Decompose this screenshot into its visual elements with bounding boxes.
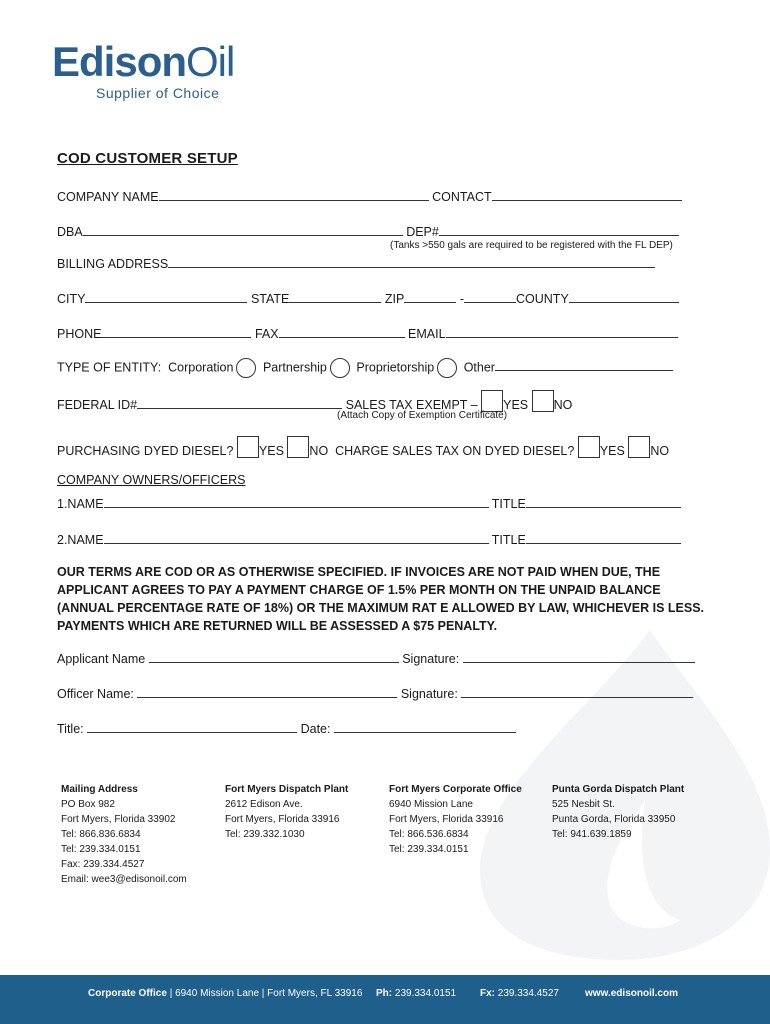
date-label: Date: (300, 722, 331, 736)
billing-address-field[interactable] (168, 255, 655, 268)
footer-website[interactable]: www.edisonoil.com (585, 988, 678, 999)
sales-tax-exempt-label: SALES TAX EXEMPT – (345, 398, 478, 412)
email-field[interactable] (446, 325, 678, 338)
city-field[interactable] (85, 290, 247, 303)
officer-signature-label: Signature: (400, 687, 458, 701)
punta-gorda-block: Punta Gorda Dispatch Plant 525 Nesbit St. Punta Gorda, Florida 33950 Tel: 941.639.1859 (552, 784, 685, 840)
partnership-radio[interactable] (330, 358, 350, 378)
corporation-label: Corporation (168, 360, 234, 375)
dba-label: DBA (57, 225, 83, 239)
dba-field[interactable] (83, 223, 403, 236)
entity-label: TYPE OF ENTITY: (57, 360, 162, 375)
terms-paragraph: OUR TERMS ARE COD OR AS OTHERWISE SPECIFIED. IF INVOICES ARE NOT PAID WHEN DUE, THE APPLICANT AGREES TO PAY A PAYMENT CHARGE OF 1.5% PER MONTH ON THE UNPAID BALANCE (ANNUAL PERCENTAGE RATE OF 18%) OR THE MAXIMUM RAT E ALLOWED BY LAW, WHICHEVER IS LESS. PAYMENTS WHICH ARE RETURNED WILL BE ASSESSED A $75 PENALTY. (57, 565, 705, 633)
owner-2-title-label: TITLE (491, 533, 526, 547)
owner-1-title-label: TITLE (491, 497, 526, 511)
email-label: EMAIL (408, 327, 446, 341)
other-field[interactable] (495, 358, 673, 371)
company-name-label: COMPANY NAME (57, 190, 159, 204)
officer-name-label: Officer Name: (57, 687, 134, 701)
dyed-diesel-yes-label: YES (258, 444, 284, 458)
dep-note: (Tanks >550 gals are required to be registered with the FL DEP) (390, 240, 673, 251)
footer-fax: Fx: 239.334.4527 (480, 988, 559, 999)
contact-field[interactable] (492, 188, 682, 201)
officer-row (57, 685, 693, 701)
corporation-radio[interactable] (236, 358, 256, 378)
company-logo: EdisonOil Supplier of Choice (52, 38, 235, 101)
dyed-diesel-yes-checkbox[interactable] (237, 436, 259, 458)
billing-address-label: BILLING ADDRESS (57, 257, 169, 271)
owner-1-name-field[interactable] (104, 495, 489, 508)
tax-exempt-no-label: NO (553, 398, 573, 412)
owner-1-title-field[interactable] (526, 495, 681, 508)
fax-label: FAX (254, 327, 279, 341)
proprietorship-label: Proprietorship (356, 360, 435, 375)
charge-tax-yes-label: YES (599, 444, 625, 458)
owner-2-title-field[interactable] (526, 531, 681, 544)
applicant-signature-label: Signature: (402, 652, 460, 666)
state-field[interactable] (289, 290, 381, 303)
billing-row (57, 255, 655, 271)
attach-note: (Attach Copy of Exemption Certificate) (337, 410, 508, 421)
entity-row (57, 358, 673, 378)
city-row (57, 290, 679, 306)
state-label: STATE (250, 292, 290, 306)
applicant-signature-field[interactable] (463, 650, 695, 663)
owner-2-row (57, 531, 681, 547)
dyed-diesel-no-checkbox[interactable] (287, 436, 309, 458)
phone-label: PHONE (57, 327, 102, 341)
applicant-name-label: Applicant Name (57, 652, 146, 666)
owner-1-row (57, 495, 681, 511)
tax-exempt-yes-checkbox[interactable] (481, 390, 503, 412)
form-title: COD CUSTOMER SETUP (57, 150, 238, 167)
charge-tax-label: CHARGE SALES TAX ON DYED DIESEL? (335, 444, 575, 458)
company-row (57, 188, 682, 204)
dyed-diesel-label: PURCHASING DYED DIESEL? (57, 444, 234, 458)
phone-field[interactable] (101, 325, 251, 338)
title-label: Title: (57, 722, 84, 736)
corporate-office-block: Fort Myers Corporate Office 6940 Mission Lane Fort Myers, Florida 33916 Tel: 866.536.6834 Tel: 239.334.0151 (389, 784, 522, 855)
other-label: Other (463, 360, 495, 375)
federal-id-row (57, 390, 572, 412)
zip-ext-field[interactable] (464, 290, 516, 303)
footer-phone: Ph: 239.334.0151 (376, 988, 457, 999)
title-date-row (57, 720, 516, 736)
owners-header: COMPANY OWNERS/OFFICERS (57, 473, 246, 487)
charge-tax-no-checkbox[interactable] (628, 436, 650, 458)
title-field[interactable] (87, 720, 297, 733)
charge-tax-no-label: NO (650, 444, 670, 458)
officer-name-field[interactable] (137, 685, 397, 698)
federal-id-label: FEDERAL ID# (57, 398, 138, 412)
fax-field[interactable] (279, 325, 405, 338)
tax-exempt-yes-label: YES (503, 398, 529, 412)
partnership-label: Partnership (262, 360, 327, 375)
dep-label: DEP# (406, 225, 439, 239)
charge-tax-yes-checkbox[interactable] (578, 436, 600, 458)
contact-label: CONTACT (432, 190, 492, 204)
proprietorship-radio[interactable] (437, 358, 457, 378)
county-label: COUNTY (516, 292, 569, 306)
company-name-field[interactable] (159, 188, 429, 201)
zip-field[interactable] (404, 290, 456, 303)
logo-tagline: Supplier of Choice (96, 85, 220, 101)
footer-corporate: Corporate Office | 6940 Mission Lane | Fort Myers, FL 33916 (88, 988, 363, 999)
owner-2-name-field[interactable] (104, 531, 489, 544)
officer-signature-field[interactable] (461, 685, 693, 698)
zip-dash: - (459, 292, 464, 306)
tax-exempt-no-checkbox[interactable] (532, 390, 554, 412)
dba-row (57, 223, 679, 239)
county-field[interactable] (569, 290, 679, 303)
applicant-row (57, 650, 695, 666)
footer-bar (0, 975, 770, 1024)
owner-1-name-label: 1.NAME (57, 497, 104, 511)
owner-2-name-label: 2.NAME (57, 533, 104, 547)
dyed-diesel-no-label: NO (309, 444, 329, 458)
dep-field[interactable] (439, 223, 679, 236)
fort-myers-dispatch-block: Fort Myers Dispatch Plant 2612 Edison Ave. Fort Myers, Florida 33916 Tel: 239.332.1030 (225, 784, 349, 840)
city-label: CITY (57, 292, 86, 306)
mailing-address-block: Mailing Address PO Box 982 Fort Myers, Florida 33902 Tel: 866.836.6834 Tel: 239.334.0151 Fax: 239.334.4527 Email: wee3@edisonoil.com (61, 784, 187, 885)
dyed-diesel-row (57, 436, 669, 458)
phone-row (57, 325, 678, 341)
date-field[interactable] (334, 720, 516, 733)
zip-label: ZIP (384, 292, 405, 306)
federal-id-field[interactable] (137, 396, 342, 409)
applicant-name-field[interactable] (149, 650, 399, 663)
